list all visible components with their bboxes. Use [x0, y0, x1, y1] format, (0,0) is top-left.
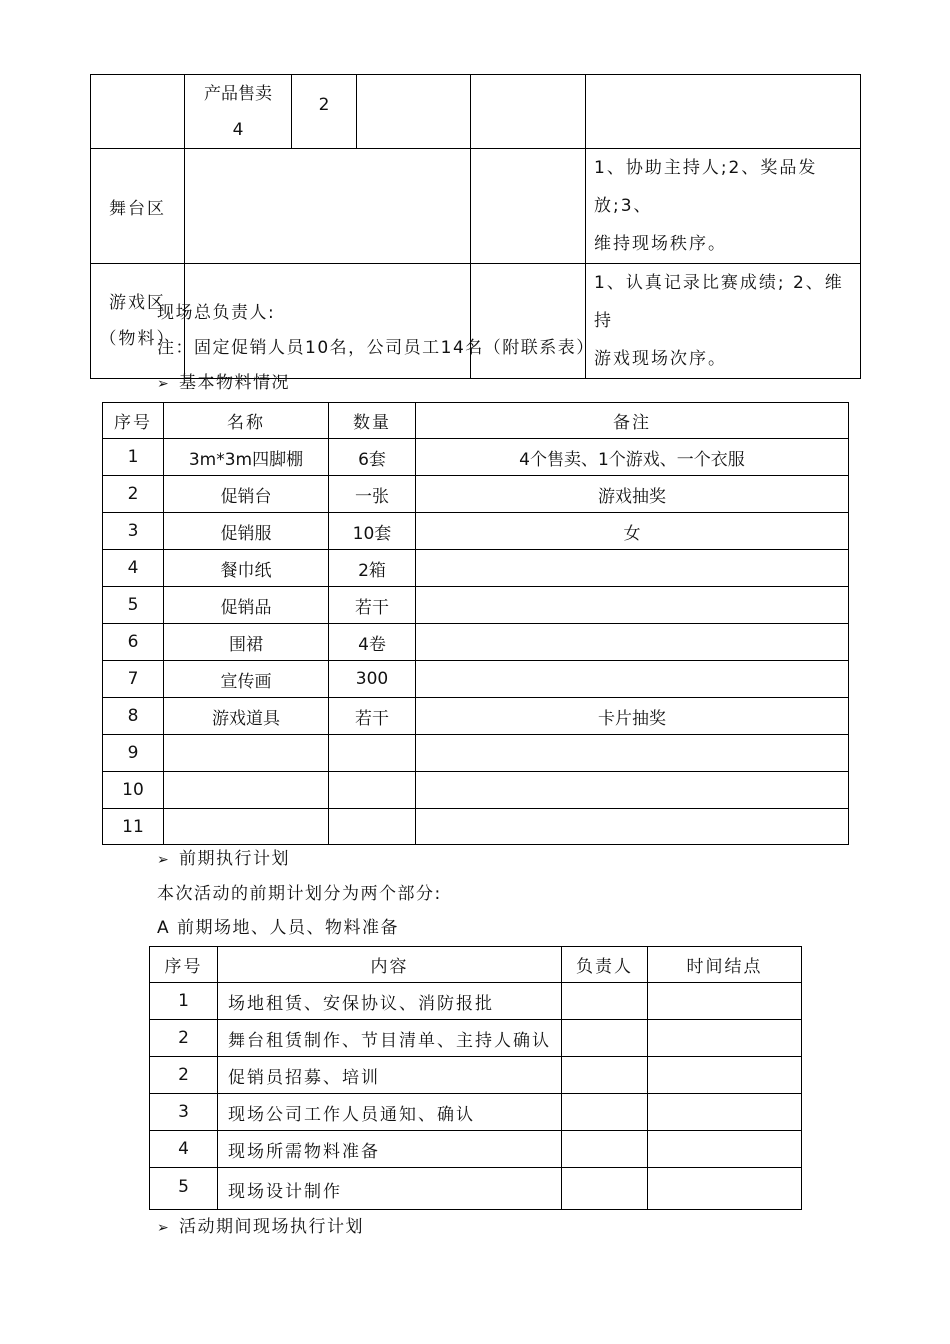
game-area-note: 1、认真记录比赛成绩; 2、维持 游戏现场次序。	[586, 264, 861, 379]
column-header: 备注	[416, 403, 849, 439]
stage-area-label: 舞台区	[91, 149, 185, 264]
column-header: 序号	[103, 403, 164, 439]
table-row	[91, 149, 861, 264]
onsite-manager-line: 现场总负责人:	[157, 303, 276, 323]
table-row: 2 促销员招募、培训	[150, 1057, 802, 1094]
table-row: 4 现场所需物料准备	[150, 1131, 802, 1168]
section-heading-execution: ➢ 活动期间现场执行计划	[157, 1217, 364, 1237]
plan-part-a-line: A 前期场地、人员、物料准备	[157, 918, 400, 938]
arrow-bullet-icon: ➢	[157, 376, 171, 392]
section-heading-plan: ➢ 前期执行计划	[157, 849, 290, 869]
table-row: 8 游戏道具 若干 卡片抽奖	[103, 698, 849, 735]
arrow-bullet-icon: ➢	[157, 852, 171, 868]
column-header: 时间结点	[648, 947, 802, 983]
arrow-bullet-icon: ➢	[157, 1220, 171, 1236]
column-header: 名称	[164, 403, 329, 439]
table-row	[91, 75, 861, 149]
table-row: 11	[103, 809, 849, 845]
table-row: 5 促销品 若干	[103, 587, 849, 624]
table-row: 1 3m*3m四脚棚 6套 4个售卖、1个游戏、一个衣服	[103, 439, 849, 476]
table-row: 2 促销台 一张 游戏抽奖	[103, 476, 849, 513]
column-header: 数量	[329, 403, 416, 439]
table-row: 3 现场公司工作人员通知、确认	[150, 1094, 802, 1131]
product-sale-cell: 产品售卖 4	[185, 75, 292, 149]
materials-table	[102, 402, 849, 845]
section-heading-materials: ➢ 基本物料情况	[157, 373, 290, 393]
table-row: 9	[103, 735, 849, 772]
table-row: 10	[103, 772, 849, 809]
table-header-row	[150, 947, 802, 983]
table-row: 2 舞台租赁制作、节目清单、主持人确认	[150, 1020, 802, 1057]
table-row: 3 促销服 10套 女	[103, 513, 849, 550]
plan-intro-line: 本次活动的前期计划分为两个部分:	[157, 884, 442, 904]
table-row: 6 围裙 4卷	[103, 624, 849, 661]
table-row: 5 现场设计制作	[150, 1168, 802, 1210]
table-row: 4 餐巾纸 2箱	[103, 550, 849, 587]
count-cell: 2	[292, 75, 357, 149]
game-area-label: 游戏区 （物料）	[91, 264, 185, 379]
staff-note-line: 注：固定促销人员10名，公司员工14名（附联系表）	[157, 338, 595, 358]
plan-table	[149, 946, 802, 1210]
column-header: 负责人	[562, 947, 648, 983]
column-header: 内容	[218, 947, 562, 983]
table-row: 1 场地租赁、安保协议、消防报批	[150, 983, 802, 1020]
column-header: 序号	[150, 947, 218, 983]
stage-area-note: 1、协助主持人;2、奖品发放;3、 维持现场秩序。	[586, 149, 861, 264]
table-row: 7 宣传画 300	[103, 661, 849, 698]
table-header-row	[103, 403, 849, 439]
